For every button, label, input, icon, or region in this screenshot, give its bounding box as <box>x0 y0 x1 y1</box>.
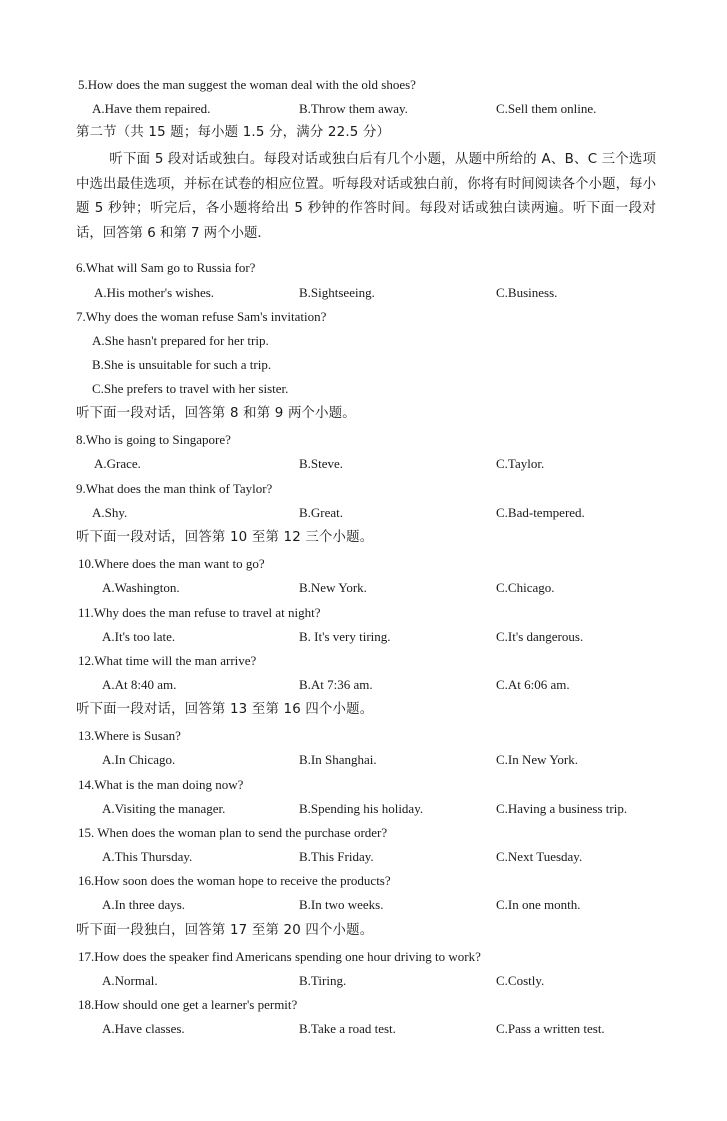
q10-option-a: A.Washington. <box>102 580 180 595</box>
q7-option-a: A.She hasn't prepared for her trip. <box>92 333 269 348</box>
q17-option-b: B.Tiring. <box>299 973 347 988</box>
q9-option-a: A.Shy. <box>92 505 128 520</box>
q10-option-b: B.New York. <box>299 580 367 595</box>
q8-option-c: C.Taylor. <box>496 456 545 471</box>
q16-option-a: A.In three days. <box>102 897 186 912</box>
q17-option-a: A.Normal. <box>102 973 158 988</box>
q13-option-a: A.In Chicago. <box>102 752 176 767</box>
question-15: 15. When does the woman plan to send the purchase order? <box>78 825 388 840</box>
intro-q13-q16: 听下面一段对话，回答第 13 至第 16 四个小题。 <box>76 702 374 717</box>
q15-option-c: C.Next Tuesday. <box>496 849 583 864</box>
q7-option-b: B.She is unsuitable for such a trip. <box>92 357 272 372</box>
instructions-text: 听下面 5 段对话或独白。每段对话或独白后有几个小题，从题中所给的 A、B、C 三个选项中选出最佳选项，并标在试卷的相应位置。听每段对话或独白前，你将有时间阅读各个小题，每小题 5 秒钟；听完后，各小题将给出 5 秒钟的作答时间。每段对话或独白读两遍。听下面一段对话，回答第 6 和第 7 两个小题． <box>76 152 656 241</box>
q5-option-b: B.Throw them away. <box>299 101 408 116</box>
intro-q17-q20: 听下面一段独白，回答第 17 至第 20 四个小题。 <box>76 923 374 938</box>
question-9: 9.What does the man think of Taylor? <box>76 481 273 496</box>
q5-option-c: C.Sell them online. <box>496 101 597 116</box>
q9-option-c: C.Bad-tempered. <box>496 505 585 520</box>
q11-option-a: A.It's too late. <box>102 629 176 644</box>
q6-option-c: C.Business. <box>496 285 558 300</box>
question-5: 5.How does the man suggest the woman deal with the old shoes? <box>78 77 416 92</box>
q10-option-c: C.Chicago. <box>496 580 555 595</box>
question-6: 6.What will Sam go to Russia for? <box>76 260 256 275</box>
q12-option-b: B.At 7:36 am. <box>299 677 373 692</box>
q18-option-a: A.Have classes. <box>102 1021 185 1036</box>
q16-option-c: C.In one month. <box>496 897 581 912</box>
question-14: 14.What is the man doing now? <box>78 777 244 792</box>
q13-option-c: C.In New York. <box>496 752 578 767</box>
q16-option-b: B.In two weeks. <box>299 897 384 912</box>
question-13: 13.Where is Susan? <box>78 728 181 743</box>
intro-q10-q12: 听下面一段对话，回答第 10 至第 12 三个小题。 <box>76 530 374 545</box>
q11-option-c: C.It's dangerous. <box>496 629 584 644</box>
q5-option-a: A.Have them repaired. <box>92 101 211 116</box>
question-11: 11.Why does the man refuse to travel at night? <box>78 605 321 620</box>
question-18: 18.How should one get a learner's permit? <box>78 997 298 1012</box>
q7-option-c: C.She prefers to travel with her sister. <box>92 381 289 396</box>
q8-option-b: B.Steve. <box>299 456 344 471</box>
question-7: 7.Why does the woman refuse Sam's invitation? <box>76 309 327 324</box>
q8-option-a: A.Grace. <box>94 456 141 471</box>
q18-option-c: C.Pass a written test. <box>496 1021 605 1036</box>
q9-option-b: B.Great. <box>299 505 344 520</box>
q14-option-c: C.Having a business trip. <box>496 801 628 816</box>
q14-option-a: A.Visiting the manager. <box>102 801 226 816</box>
q12-option-a: A.At 8:40 am. <box>102 677 177 692</box>
q6-option-b: B.Sightseeing. <box>299 285 375 300</box>
q11-option-b: B. It's very tiring. <box>299 629 391 644</box>
q18-option-b: B.Take a road test. <box>299 1021 396 1036</box>
q17-option-c: C.Costly. <box>496 973 545 988</box>
intro-q8-q9: 听下面一段对话，回答第 8 和第 9 两个小题。 <box>76 406 356 421</box>
section-2-heading: 第二节（共 15 题；每小题 1.5 分，满分 22.5 分） <box>76 125 391 140</box>
q15-option-b: B.This Friday. <box>299 849 374 864</box>
q15-option-a: A.This Thursday. <box>102 849 193 864</box>
question-10: 10.Where does the man want to go? <box>78 556 265 571</box>
question-12: 12.What time will the man arrive? <box>78 653 257 668</box>
q14-option-b: B.Spending his holiday. <box>299 801 424 816</box>
q12-option-c: C.At 6:06 am. <box>496 677 570 692</box>
question-8: 8.Who is going to Singapore? <box>76 432 231 447</box>
question-17: 17.How does the speaker find Americans spending one hour driving to work? <box>78 949 481 964</box>
question-16: 16.How soon does the woman hope to receive the products? <box>78 873 391 888</box>
q13-option-b: B.In Shanghai. <box>299 752 377 767</box>
q6-option-a: A.His mother's wishes. <box>94 285 215 300</box>
section-2-instructions <box>76 148 656 246</box>
